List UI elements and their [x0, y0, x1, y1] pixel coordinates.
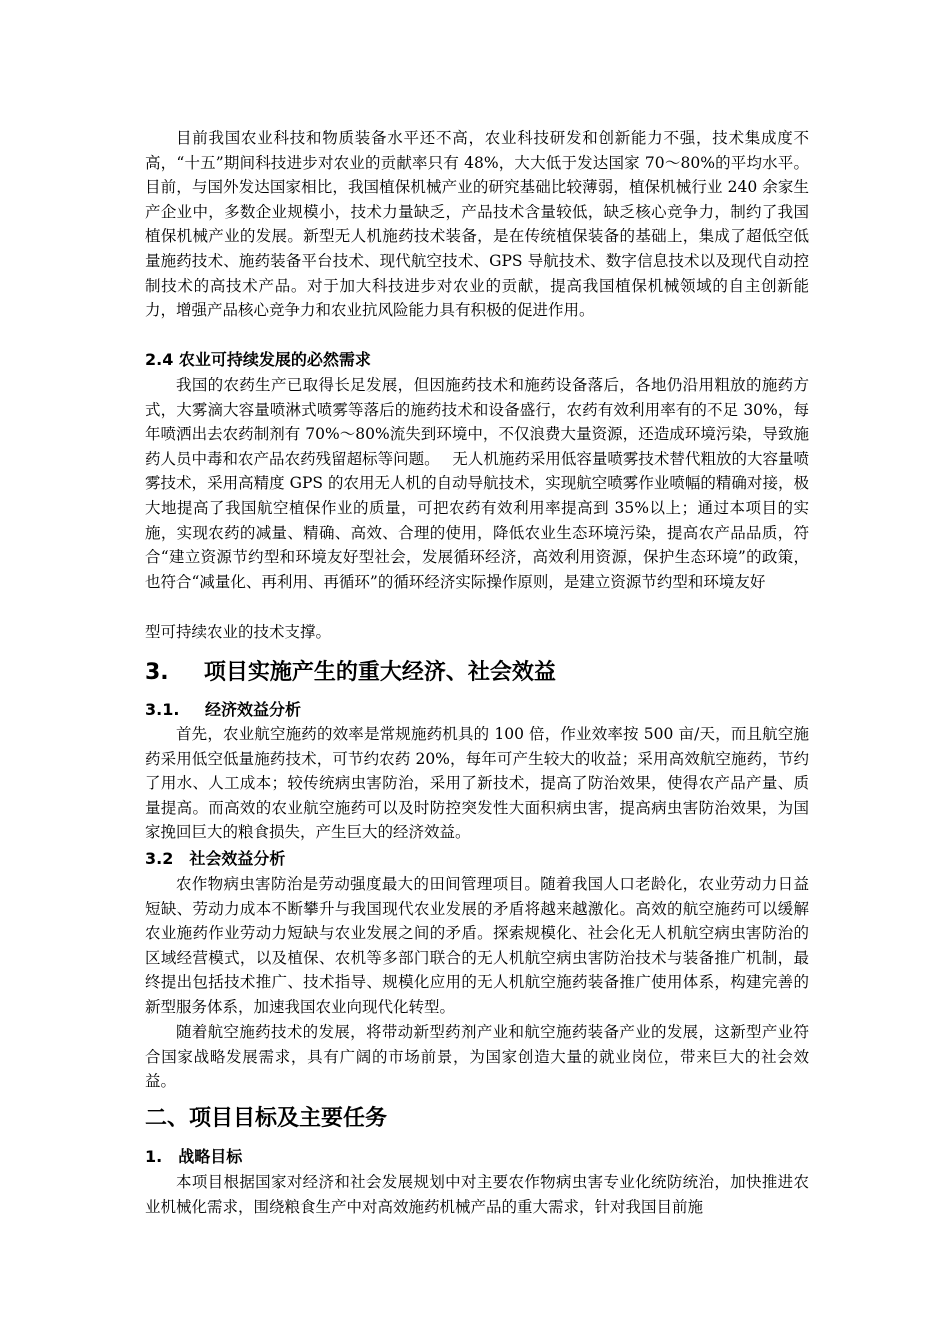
heading-3-2 — [145, 847, 285, 871]
paragraph-economic-benefit: 首先，农业航空施药的效率是常规施药机具的 100 倍，作业效率按 500 亩/天，而且航空施药采用低空低量施药技术，可节约农药 20%，每年可产生较大的收益；采用高效航空施药，节约了用水、人工成本；较传统病虫害防治，采用了新技术，提高了防治效果，使得农产品产量、质量提高。而高效的农业航空施药可以及时防控突发性大面积病虫害，提高病虫害防治效果，为国家挽回巨大的粮食损失，产生巨大的经济效益。 — [145, 725, 809, 842]
heading-3-number: 3. — [145, 660, 169, 685]
heading-1-strategic — [145, 1145, 242, 1169]
paragraph-strategic-goal: 本项目根据国家对经济和社会发展规划中对主要农作物病虫害专业化统防统治，加快推进农业机械化需求，围绕粮食生产中对高效施药机械产品的重大需求，针对我国目前施 — [145, 1173, 809, 1216]
heading-3-2-number: 3.2 — [145, 849, 174, 868]
heading-3-2-text: 社会效益分析 — [189, 849, 286, 868]
heading-part-2: 二、项目目标及主要任务 — [145, 1106, 388, 1131]
paragraph-sustainable-need: 我国的农药生产已取得长足发展，但因施药技术和施药设备落后，各地仍沿用粗放的施药方式，大雾滴大容量喷淋式喷雾等落后的施药技术和设备盛行，农药有效利用率有的不足 30%，每年喷洒出去农药制剂有 70%～80%流失到环境中，不仅浪费大量资源，还造成环境污染，导致施药人员中毒和农产品农药残留超标等问题。 无人机施药采用低容量喷雾技术替代粗放的大容量喷雾技术，采用高精度 GPS 的农用无人机的自动导航技术，实现航空喷雾作业喷幅的精确对接，极大地提高了我国航空植保作业的质量，可把农药有效利用率提高到 35%以上；通过本项目的实施，实现农药的减量、精确、高效、合理的使用，降低农业生态环境污染，提高农产品品质，符合“建立资源节约型和环境友好型社会，发展循环经济，高效利用资源，保护生态环境”的政策，也符合“减量化、再利用、再循环”的循环经济实际操作原则，是建立资源节约型和环境友好 — [145, 376, 809, 591]
heading-3-1-text: 经济效益分析 — [205, 700, 302, 719]
paragraph-industry-development: 随着航空施药技术的发展，将带动新型药剂产业和航空施药装备产业的发展，这新型产业符合国家战略发展需求，具有广阔的市场前景，为国家创造大量的就业岗位，带来巨大的社会效益。 — [145, 1023, 809, 1091]
heading-3-text: 项目实施产生的重大经济、社会效益 — [203, 660, 556, 685]
paragraph-sustainable-need-end: 型可持续农业的技术支撑。 — [145, 623, 332, 641]
heading-1-number: 1. — [145, 1147, 163, 1166]
heading-1-text: 战略目标 — [178, 1147, 243, 1166]
heading-3 — [145, 657, 556, 689]
paragraph-social-benefit: 农作物病虫害防治是劳动强度最大的田间管理项目。随着我国人口老龄化，农业劳动力日益短缺、劳动力成本不断攀升与我国现代农业发展的矛盾将越来越激化。高效的航空施药可以缓解农业施药作业劳动力短缺与农业发展之间的矛盾。探索规模化、社会化无人机航空病虫害防治的区域经营模式，以及植保、农机等多部门联合的无人机航空病虫害防治技术与装备推广机制，最终提出包括技术推广、技术指导、规模化应用的无人机航空施药装备推广使用体系，构建完善的新型服务体系，加速我国农业向现代化转型。 — [145, 875, 809, 1016]
paragraph-agri-tech: 目前我国农业科技和物质装备水平还不高，农业科技研发和创新能力不强，技术集成度不高，“十五”期间科技进步对农业的贡献率只有 48%，大大低于发达国家 70～80%的平均水平。目前，与国外发达国家相比，我国植保机械产业的研究基础比较薄弱，植保机械行业 240 余家生产企业中，多数企业规模小，技术力量缺乏，产品技术含量较低，缺乏核心竞争力，制约了我国植保机械产业的发展。新型无人机施药技术装备，是在传统植保装备的基础上，集成了超低空低量施药技术、施药装备平台技术、现代航空技术、GPS 导航技术、数字信息技术以及现代自动控制技术的高技术产品。对于加大科技进步对农业的贡献，提高我国植保机械领域的自主创新能力，增强产品核心竞争力和农业抗风险能力具有积极的促进作用。 — [145, 129, 809, 320]
heading-3-1-number: 3.1. — [145, 700, 180, 719]
heading-2-4: 2.4 农业可持续发展的必然需求 — [145, 350, 371, 369]
heading-3-1 — [145, 698, 301, 722]
